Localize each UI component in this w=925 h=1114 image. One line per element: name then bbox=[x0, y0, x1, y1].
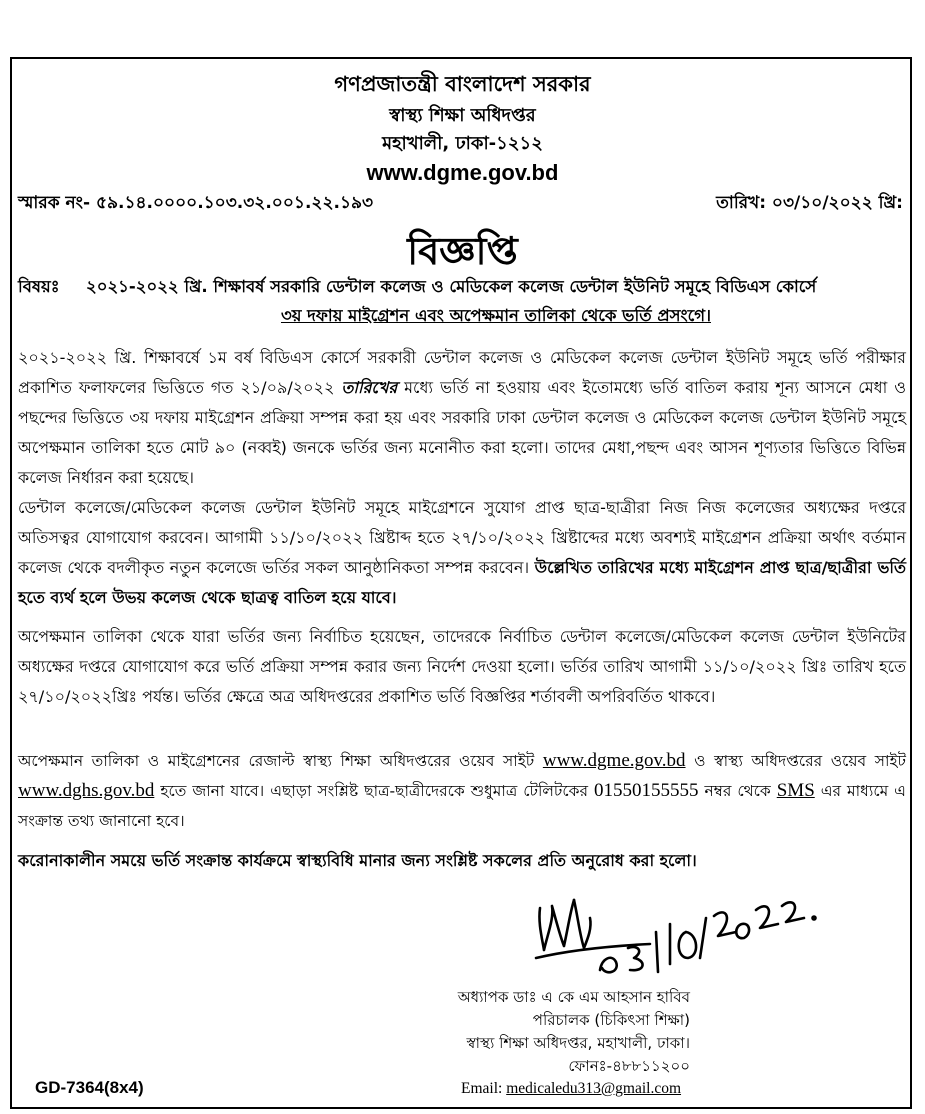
signatory-block bbox=[440, 986, 690, 1078]
govt-name: গণপ্রজাতন্ত্রী বাংলাদেশ সরকার bbox=[334, 72, 591, 96]
notice-title: বিজ্ঞপ্তি bbox=[407, 229, 518, 273]
subject bbox=[18, 272, 906, 330]
department-name: স্বাস্থ্য শিক্ষা অধিদপ্তর bbox=[389, 105, 536, 126]
dghs-link[interactable]: www.dghs.gov.bd bbox=[18, 780, 155, 801]
address: মহাখালী, ঢাকা-১২১২ bbox=[382, 133, 543, 154]
website: www.dgme.gov.bd bbox=[366, 160, 559, 185]
gd-code: GD-7364(8x4) bbox=[35, 1078, 144, 1097]
signatory-office: স্বাস্থ্য শিক্ষা অধিদপ্তর, মহাখালী, ঢাকা। bbox=[466, 1034, 690, 1052]
signatory-phone: ফোনঃ-৪৮৮১১২০০ bbox=[568, 1057, 690, 1075]
paragraph-1: ২০২১-২০২২ খ্রি. শিক্ষাবর্ষে ১ম বর্ষ বিডিএস কোর্সে সরকারী ডেন্টাল কলেজ ও মেডিকেল কলেজ ডেন্টাল ইউনিট সমূহে ভর্তি পরীক্ষার প্রকাশিত ফলাফলের ভিত্তিতে গত ২১/০৯/২০২২ তারিখের মধ্যে ভর্তি না হওয়ায় এবং ইতোমধ্যে ভর্তি বাতিল করায় শূন্য আসনে মেধা ও পছন্দের ভিত্তিতে ৩য় দফায় মাইগ্রেশন প্রক্রিয়া সম্পন্ন করা হয় এবং সরকারি ঢাকা ডেন্টাল কলেজ ও মেডিকেল কলেজ ডেন্টাল ইউনিট সমূহে অপেক্ষমান তালিকা হতে মোট ৯০ (নব্বই) জনকে ভর্তির জন্য মনোনীত করা হলো। তাদের মেধা,পছন্দ এবং আসন শূণ্যতার ভিত্তিতে বিভিন্ন কলেজ নির্ধারন করা হয়েছে। bbox=[18, 348, 907, 487]
subject-label: বিষয়ঃ bbox=[18, 277, 60, 296]
paragraph-3: অপেক্ষমান তালিকা থেকে যারা ভর্তির জন্য নির্বাচিত হয়েছেন, তাদেরকে নির্বাচিত ডেন্টাল কলেজে/মেডিকেল কলেজ ডেন্টাল ইউনিটের অধ্যক্ষের দপ্তরে যোগাযোগ করে ভর্তি প্রক্রিয়া সম্পন্ন করার জন্য নির্দেশ দেওয়া হলো। ভর্তির তারিখ আগামী ১১/১০/২০২২ খ্রিঃ তারিখ হতে ২৭/১০/২০২২খ্রিঃ পর্যন্ত। ভর্তির ক্ষেত্রে অত্র অধিদপ্তরের প্রকাশিত ভর্তি বিজ্ঞপ্তির শর্তাবলী অপরিবর্তিত থাকবে। bbox=[18, 627, 906, 706]
sms-text: SMS bbox=[776, 780, 815, 801]
warning-text: উল্লেখিত তারিখের মধ্যে মাইগ্রেশন প্রাপ্ত ছাত্র/ছাত্রীরা ভর্তি হতে ব্যর্থ হলে উভয় কলেজ থেকে ছাত্রত্ব বাতিল হয়ে যাবে। bbox=[18, 558, 906, 607]
signatory-email: Email: medicaledu313@gmail.com bbox=[461, 1080, 682, 1097]
signature-image bbox=[530, 888, 820, 978]
emphasis: তারিখের bbox=[341, 378, 398, 397]
signatory-name: অধ্যাপক ডাঃ এ কে এম আহসান হাবিব bbox=[457, 988, 690, 1006]
email-link[interactable]: medicaledu313@gmail.com bbox=[506, 1080, 682, 1097]
signatory-designation: পরিচালক (চিকিৎসা শিক্ষা) bbox=[532, 1011, 690, 1029]
subject-line-2: ৩য় দফায় মাইগ্রেশন এবং অপেক্ষমান তালিকা থেকে ভর্তি প্রসংগে। bbox=[280, 306, 711, 325]
memo-number: স্মারক নং- ৫৯.১৪.০০০০.১০৩.৩২.০০১.২২.১৯৩ bbox=[18, 193, 374, 213]
paragraph-4: অপেক্ষমান তালিকা ও মাইগ্রেশনের রেজাল্ট স্বাস্থ্য শিক্ষা অধিদপ্তরের ওয়েব সাইট www.dgme.gov.bd ও স্বাস্থ্য অধিদপ্তরের ওয়েব সাইট www.dghs.gov.bd হতে জানা যাবে। এছাড়া সংশ্লিষ্ট ছাত্র-ছাত্রীদেরকে শুধুমাত্র টেলিটকের 01550155555 নম্বর থেকে SMS এর মাধ্যমে এ সংক্রান্ত তথ্য জানানো হবে। bbox=[18, 750, 906, 830]
subject-line-1: ২০২১-২০২২ খ্রি. শিক্ষাবর্ষ সরকারি ডেন্টাল কলেজ ও মেডিকেল কলেজ ডেন্টাল ইউনিট সমূহে বিডিএস কোর্সে bbox=[86, 277, 817, 296]
dgme-link[interactable]: www.dgme.gov.bd bbox=[542, 750, 686, 771]
paragraph-2: ডেন্টাল কলেজে/মেডিকেল কলেজ ডেন্টাল ইউনিট সমূহে মাইগ্রেশনে সুযোগ প্রাপ্ত ছাত্র-ছাত্রীরা নিজ নিজ কলেজের অধ্যক্ষের দপ্তরে অতিসত্বর যোগাযোগ করবেন। আগামী ১১/১০/২০২২ খ্রিষ্টাব্দ হতে ২৭/১০/২০২২ খ্রিষ্টাব্দের মধ্যে অবশ্যই মাইগ্রেশন প্রক্রিয়া অর্থাৎ বর্তমান কলেজ থেকে বদলীকৃত নতুন কলেজে ভর্তির সকল আনুষ্ঠানিকতা সম্পন্ন করবেন। উল্লেখিত তারিখের মধ্যে মাইগ্রেশন প্রাপ্ত ছাত্র/ছাত্রীরা ভর্তি হতে ব্যর্থ হলে উভয় কলেজ থেকে ছাত্রত্ব বাতিল হয়ে যাবে। bbox=[18, 498, 906, 607]
memo-date: তারিখ: ০৩/১০/২০২২ খ্রি: bbox=[716, 193, 903, 213]
teletalk-number: 01550155555 bbox=[593, 780, 699, 801]
paragraph-5: করোনাকালীন সময়ে ভর্তি সংক্রান্ত কার্যক্রমে স্বাস্থ্যবিধি মানার জন্য সংশ্লিষ্ট সকলের প্রতি অনুরোধ করা হলো। bbox=[18, 851, 697, 870]
